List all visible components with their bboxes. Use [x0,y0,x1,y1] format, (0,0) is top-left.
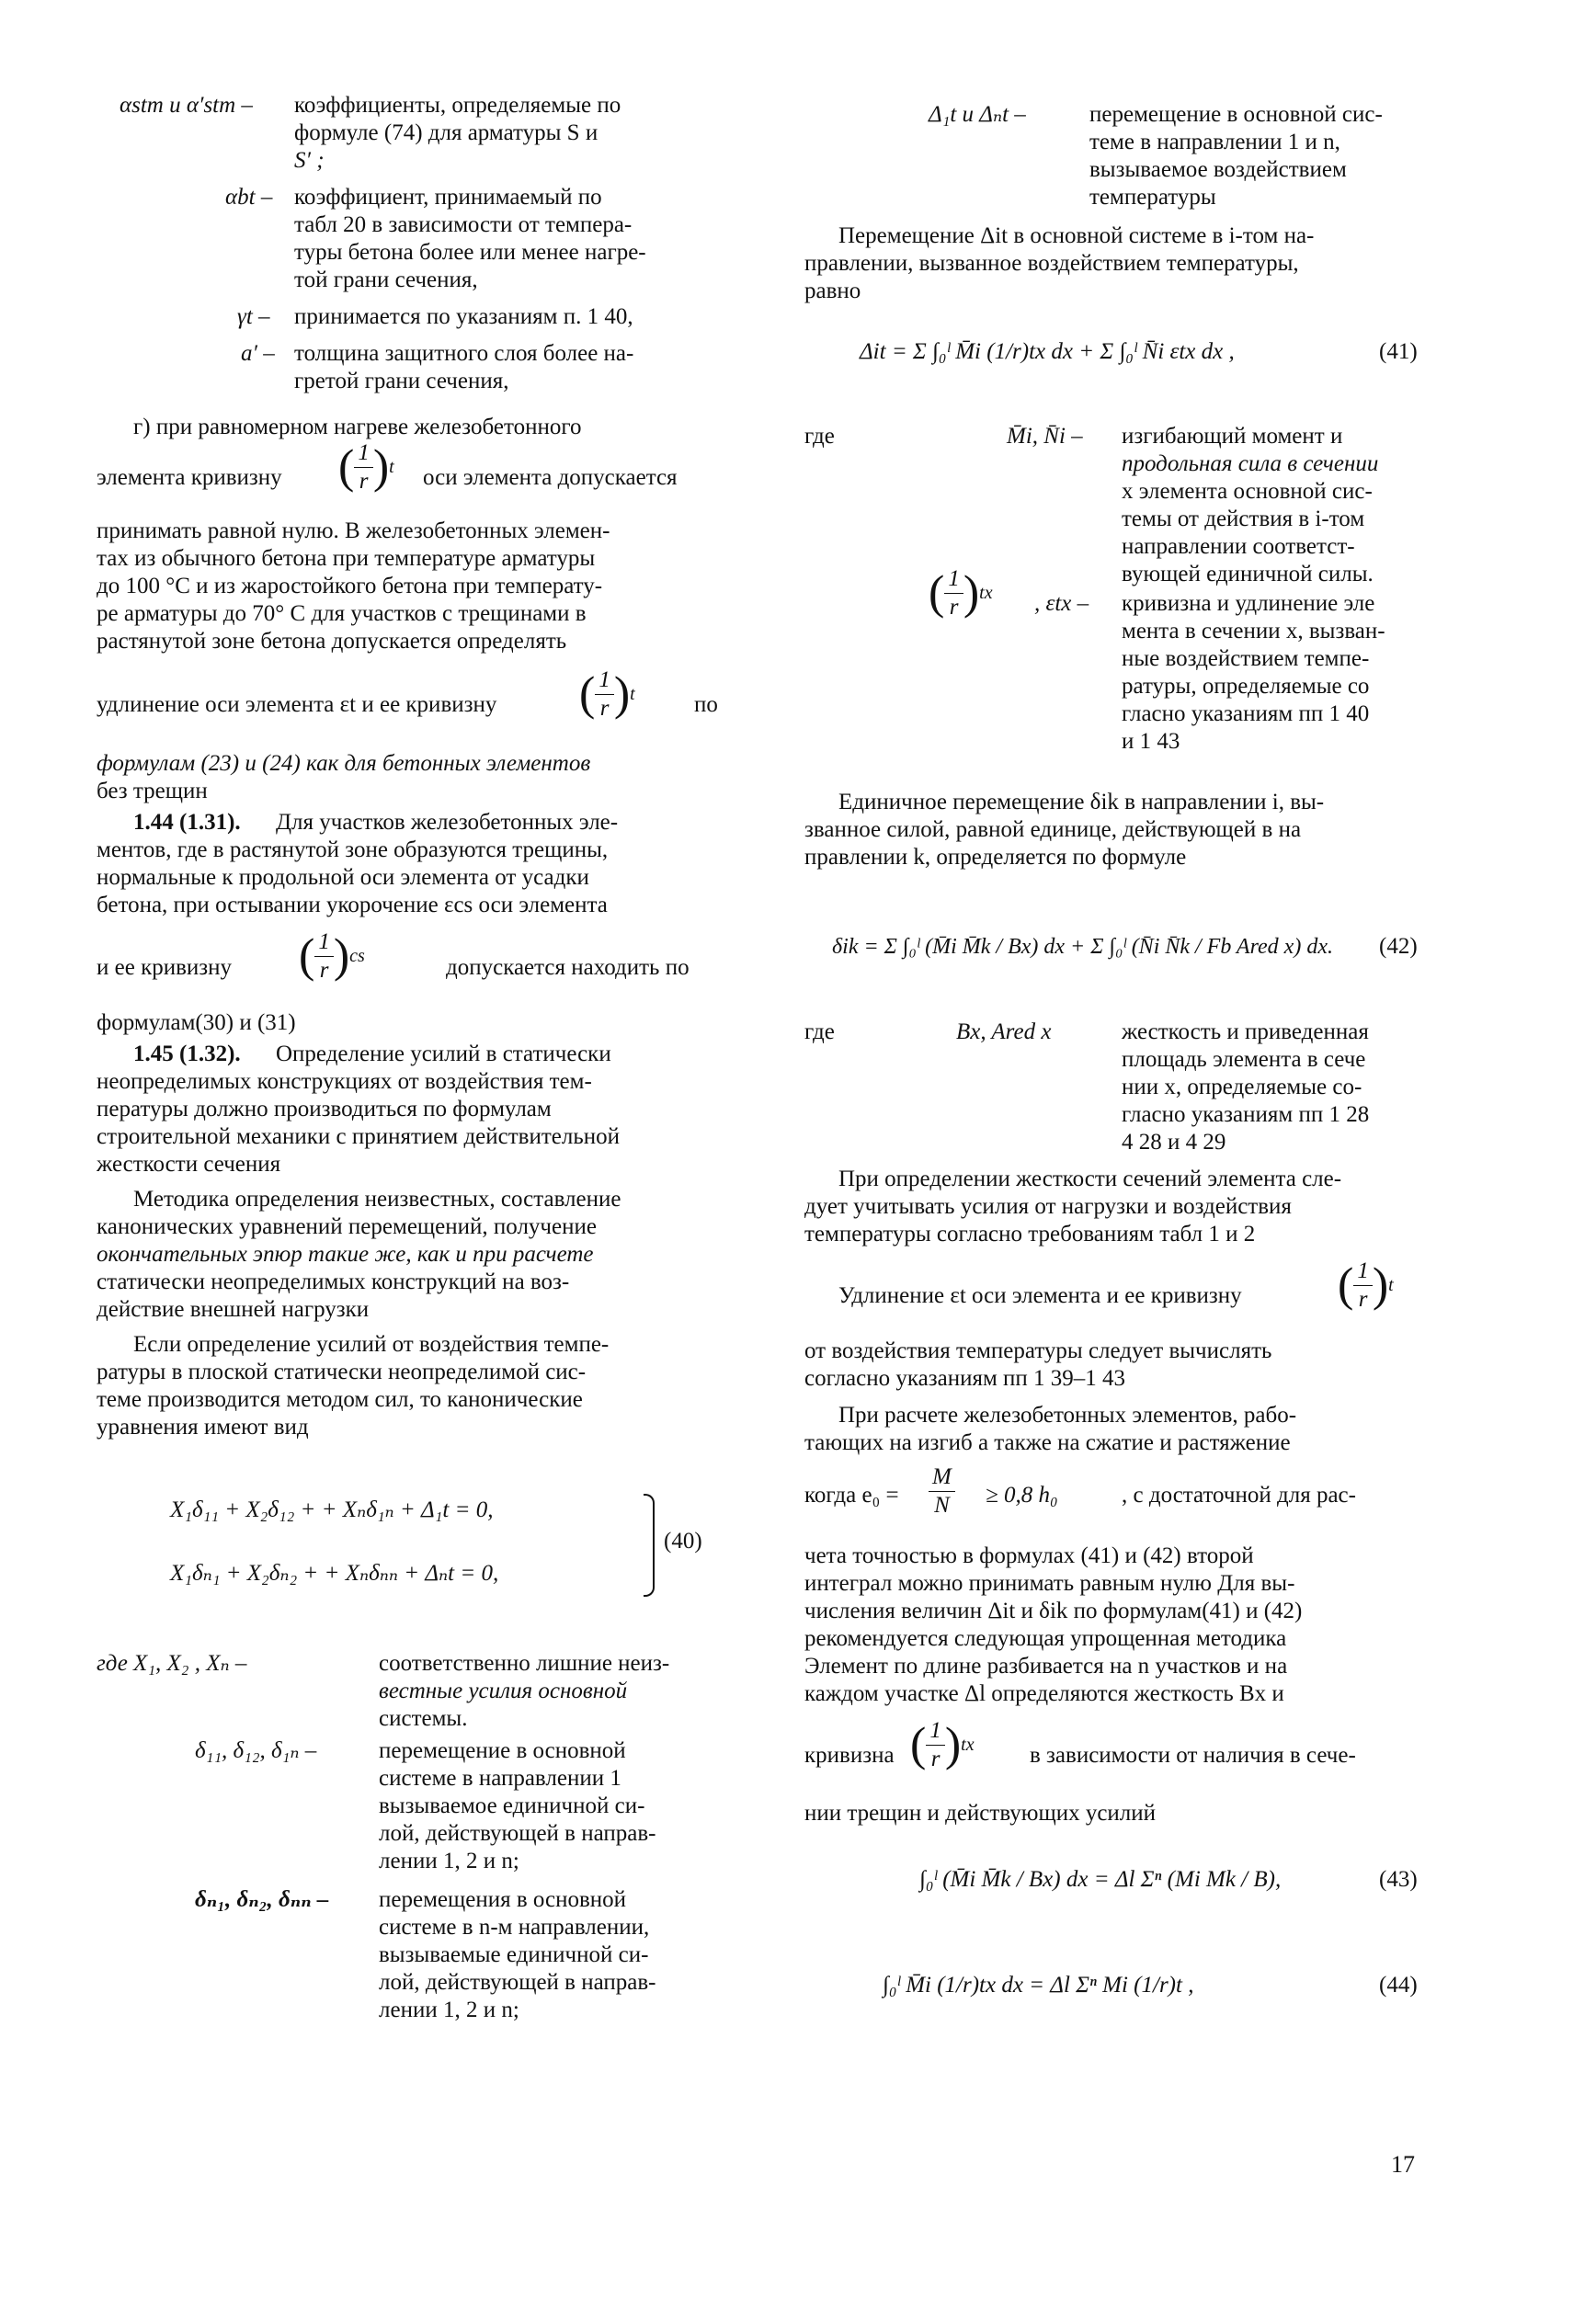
paragraph-line: принимать равной нулю. В железобетонных элемен- [97,518,610,543]
paragraph-line: Единичное перемещение δik в направлении i, вы- [838,790,1325,814]
paragraph-line: Если определение усилий от воздействия темпе- [133,1332,610,1357]
where-line: лении 1, 2 и n; [379,1998,519,2022]
where-label: где [804,424,835,449]
paragraph-line: жесткости сечения [97,1152,281,1177]
where-term: где X₁, X₂ , Xₙ – [97,1651,247,1676]
where-line: нии x, определяемые со- [1122,1075,1362,1099]
def4-term: a′ – [241,341,275,366]
paragraph-line: окончательных эпюр такие же, как и при расчете [97,1242,594,1267]
where-line: площадь элемента в сече [1122,1047,1366,1072]
paragraph-line: дует учитывать усилия от нагрузки и воздействия [804,1194,1292,1219]
equation-41: Δit = Σ ∫₀ˡ M̄i (1/r)tx dx + Σ ∫₀ˡ N̄i εtx dx , [860,339,1235,364]
paragraph-line: г) при равномерном нагреве железобетонного [133,415,582,439]
equation-40-line-1: X₁δ₁₁ + X₂δ₁₂ + + Xₙδ₁ₙ + Δ₁t = 0, [170,1497,494,1522]
paragraph-line: При определении жесткости сечений элемента сле- [838,1167,1342,1191]
paragraph-line: чета точностью в формулах (41) и (42) второй [804,1543,1254,1568]
paragraph-line: по [694,692,718,717]
paragraph-line: неопределимых конструкциях от воздействия тем- [97,1069,592,1094]
def-line: вызываемое воздействием [1089,157,1347,182]
paragraph-line: уравнения имеют вид [97,1415,309,1440]
paragraph-line: в зависимости от наличия в сече- [1030,1743,1356,1768]
where-line: перемещения в основной [379,1887,627,1912]
paragraph-line: ре арматуры до 70° С для участков с трещинами в [97,601,587,626]
equation-number: (44) [1379,1973,1418,1998]
paragraph-line: пературы должно производиться по формулам [97,1097,552,1121]
where-line: лении 1, 2 и n; [379,1849,519,1873]
where-line: вызываемое единичной си- [379,1793,645,1818]
where-line: системе в направлении 1 [379,1766,621,1791]
paragraph-line: удлинение оси элемента εt и ее кривизну [97,692,497,717]
where-line: вующей единичной силы. [1122,562,1374,586]
def-line: теме в направлении 1 и n, [1089,130,1340,154]
def4-line: гретой грани сечения, [294,369,509,393]
equation-44: ∫₀ˡ M̄i (1/r)tx dx = Δl Σⁿ Mi (1/r)t , [883,1973,1194,1998]
paragraph-line: ≥ 0,8 h₀ [986,1483,1058,1508]
paragraph-line: растянутой зоне бетона допускается определять [97,629,567,654]
where-line: вызываемые единичной си- [379,1942,649,1967]
def2-line: коэффициент, принимаемый по [294,185,602,210]
fraction-1-r-cs: ( $\frac{1}{r}$ )cs [299,929,365,983]
paragraph-line: тающих на изгиб а также на сжатие и растяжение [804,1430,1291,1455]
where-line: и 1 43 [1122,729,1180,754]
where-line: ратуры, определяемые со [1122,674,1370,699]
paragraph-line: бетона, при остывании укорочение εcs оси элемента [97,893,608,917]
paragraph-line: нормальные к продольной оси элемента от усадки [97,865,589,890]
paragraph-line: и ее кривизну [97,955,233,980]
paragraph-line: когда e₀ = [804,1483,899,1508]
def1-term: αstm и α′stm – [120,93,253,118]
where-line: ные воздействием темпе- [1122,646,1370,671]
paragraph-line: оси элемента допускается [423,465,678,490]
paragraph-line: строительной механики с принятием действительной [97,1124,621,1149]
def-term: Δ₁t и Δₙt – [929,102,1026,127]
fraction-1-r-t: ( $\frac{1}{r}$ )t [1338,1258,1394,1312]
paragraph-line: правлении k, определяется по формуле [804,845,1187,870]
paragraph-line: каждом участке Δl определяются жесткость Bx и [804,1681,1284,1706]
paragraph-line: канонических уравнений перемещений, получение [97,1214,597,1239]
section-number: 1.45 (1.32). [133,1042,241,1066]
page-number: 17 [1391,2151,1415,2178]
paragraph-line: Методика определения неизвестных, составление [133,1187,621,1212]
equation-number: (41) [1379,339,1418,364]
def4-line: толщина защитного слоя более на- [294,341,634,366]
def2-line: табл 20 в зависимости от темпера- [294,212,633,237]
paragraph-line: согласно указаниям пп 1 39–1 43 [804,1366,1126,1391]
equation-number: (40) [664,1529,702,1554]
where-line: жесткость и приведенная [1122,1019,1369,1044]
where-label: где [804,1019,835,1044]
fraction-1-r-tx: ( $\frac{1}{r}$ )tx [929,566,993,620]
where-line: соответственно лишние неиз- [379,1651,670,1676]
paragraph-line: теме производится методом сил, то канонические [97,1387,583,1412]
where-line: лой, действующей в направ- [379,1970,656,1995]
paragraph-line: нии трещин и действующих усилий [804,1801,1157,1826]
where-line: изгибающий момент и [1122,424,1343,449]
where-line: 4 28 и 4 29 [1122,1130,1226,1155]
paragraph-line: формулам (23) и (24) как для бетонных элементов [97,751,591,776]
paragraph-line: элемента кривизну [97,465,282,490]
paragraph-line: интеграл можно принимать равным нулю Для вы- [804,1571,1295,1596]
def2-line: той грани сечения, [294,268,478,292]
where-line: системе в n-м направлении, [379,1915,650,1940]
where-line: гласно указаниям пп 1 28 [1122,1102,1370,1127]
paragraph-line: Для участков железобетонных эле- [276,810,619,835]
def1-line: коэффициенты, определяемые по [294,93,621,118]
paragraph-line: Определение усилий в статически [276,1042,611,1066]
where-line: продольная сила в сечении [1122,451,1379,476]
paragraph-line: Перемещение Δit в основной системе в i-том на- [838,223,1315,248]
paragraph-line: Элемент по длине разбивается на n участков и на [804,1654,1288,1679]
def2-term: αbt – [225,185,273,210]
equation-40-line-2: X₁δₙ₁ + X₂δₙ₂ + + Xₙδₙₙ + Δₙt = 0, [170,1561,499,1586]
paragraph-line: тах из обычного бетона при температуре арматуры [97,546,596,571]
def1-line: S′ ; [294,148,325,173]
where-line: мента в сечении x, вызван- [1122,619,1385,643]
paragraph-line: ратуры в плоской статически неопределимой сис- [97,1360,587,1384]
paragraph-line: до 100 °С и из жаростойкого бетона при температу- [97,574,603,598]
paragraph-line: действие внешней нагрузки [97,1297,370,1322]
paragraph-line: от воздействия температуры следует вычислять [804,1338,1272,1363]
equation-number: (43) [1379,1867,1418,1892]
def3-line: принимается по указаниям п. 1 40, [294,304,633,329]
def-line: перемещение в основной сис- [1089,102,1383,127]
paragraph-line: формулам(30) и (31) [97,1010,296,1035]
paragraph-line: допускается находить по [446,955,690,980]
fraction-1-r-t: ( $\frac{1}{r}$ )t [579,667,635,721]
paragraph-line: рекомендуется следующая упрощенная методика [804,1626,1287,1651]
section-number: 1.44 (1.31). [133,810,241,835]
def3-term: γt – [237,304,270,329]
paragraph-line: числения величин Δit и δik по формулам(41) и (42) [804,1599,1303,1623]
fraction-M-N: $\frac{M}{N}$ [929,1463,955,1520]
where-term: , εtx – [1034,591,1089,616]
where-term: Bx, Ared x [956,1019,1052,1044]
fraction-1-r-t: ( $\frac{1}{r}$ )t [338,440,394,494]
def1-line: формуле (74) для арматуры S и [294,120,598,145]
where-line: x элемента основной сис- [1122,479,1373,504]
paragraph-line: статически неопределимых конструкций на воз- [97,1269,570,1294]
where-term: δ₁₁, δ₁₂, δ₁ₙ – [195,1738,317,1763]
paragraph-line: При расчете железобетонных элементов, рабо- [838,1403,1297,1428]
paragraph-line: званное силой, равной единице, действующей в на [804,817,1302,842]
paragraph-line: температуры согласно требованиям табл 1 и 2 [804,1222,1256,1247]
paragraph-line: Удлинение εt оси элемента и ее кривизну [838,1283,1242,1308]
paragraph-line: правлении, вызванное воздействием температуры, [804,251,1299,276]
where-line: вестные усилия основной [379,1679,628,1703]
where-line: гласно указаниям пп 1 40 [1122,701,1370,726]
equation-43: ∫₀ˡ (M̄i M̄k / Bx) dx = Δl Σⁿ (Mi Mk / B), [919,1867,1282,1892]
paragraph-line: кривизна [804,1743,895,1768]
where-line: системы. [379,1706,468,1731]
paragraph-line: , с достаточной для рас- [1122,1483,1356,1508]
paragraph-line: равно [804,279,861,303]
equation-number: (42) [1379,934,1418,959]
def2-line: туры бетона более или менее нагре- [294,240,646,265]
where-line: перемещение в основной [379,1738,626,1763]
where-line: кривизна и удлинение эле [1122,591,1375,616]
where-term: δₙ₁, δₙ₂, δₙₙ – [195,1887,329,1912]
paragraph-line: ментов, где в растянутой зоне образуются трещины, [97,837,609,862]
def-line: температуры [1089,185,1216,210]
where-line: темы от действия в i-том [1122,507,1365,531]
equation-brace [644,1494,655,1597]
where-line: направлении соответст- [1122,534,1355,559]
where-line: лой, действующей в направ- [379,1821,656,1846]
where-term: M̄i, N̄i – [1007,424,1083,449]
fraction-1-r-tx: ( $\frac{1}{r}$ )tx [910,1718,975,1771]
paragraph-line: без трещин [97,779,208,803]
equation-42: δik = Σ ∫₀ˡ (M̄i M̄k / Bx) dx + Σ ∫₀ˡ (N̄i N̄k / Fb Ared x) dx. [832,935,1333,959]
